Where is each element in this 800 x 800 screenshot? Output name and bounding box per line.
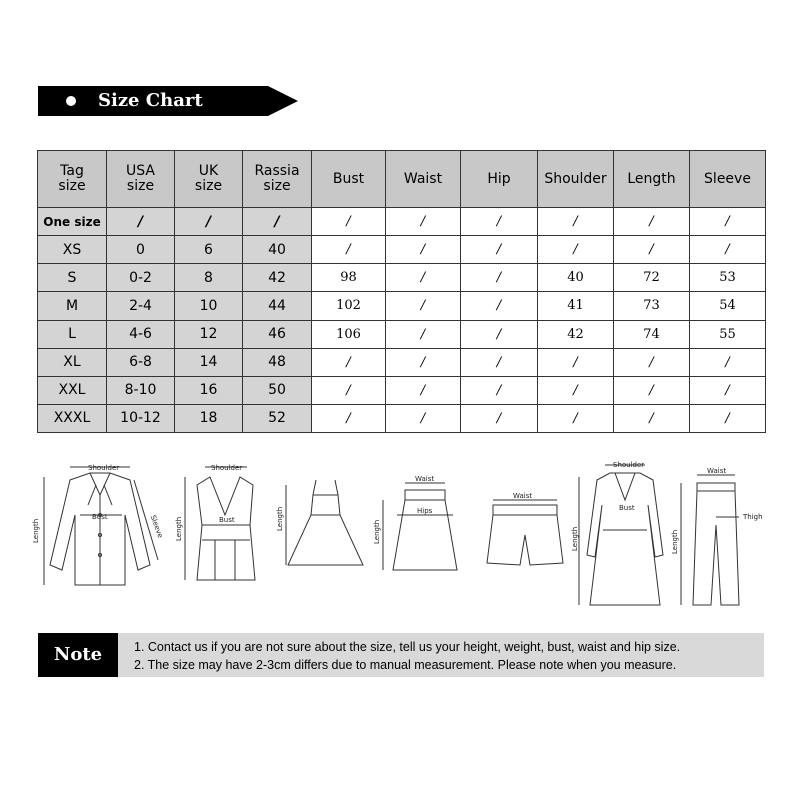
table-cell: / bbox=[614, 348, 690, 376]
table-body bbox=[38, 208, 766, 433]
blouse-shoulder-label: Shoulder bbox=[88, 464, 120, 472]
size-table bbox=[37, 150, 766, 433]
table-cell: / bbox=[461, 320, 538, 348]
coat-bust-label: Bust bbox=[619, 504, 635, 512]
table-header-row bbox=[38, 151, 766, 208]
table-cell: / bbox=[538, 208, 614, 236]
table-cell: 10-12 bbox=[107, 404, 175, 432]
table-cell: 14 bbox=[175, 348, 243, 376]
table-cell: XXL bbox=[38, 376, 107, 404]
header-text: size bbox=[263, 178, 291, 194]
page-title: Size Chart bbox=[98, 90, 203, 111]
table-cell: 54 bbox=[690, 292, 766, 320]
table-row bbox=[38, 348, 766, 376]
header-text: Length bbox=[627, 170, 676, 187]
table-row bbox=[38, 404, 766, 432]
header-cell bbox=[38, 151, 107, 208]
table-cell: / bbox=[386, 208, 461, 236]
table-cell: 8 bbox=[175, 264, 243, 292]
blouse-illustration bbox=[30, 455, 170, 615]
header-cell bbox=[243, 151, 312, 208]
header-cell bbox=[175, 151, 243, 208]
tank-illustration bbox=[175, 455, 275, 615]
table-cell: / bbox=[461, 264, 538, 292]
table-cell: 8-10 bbox=[107, 376, 175, 404]
skirt-waist-label: Waist bbox=[415, 475, 435, 483]
table-cell: / bbox=[461, 348, 538, 376]
table-cell: 48 bbox=[243, 348, 312, 376]
table-row bbox=[38, 236, 766, 264]
table-cell: / bbox=[538, 348, 614, 376]
table-cell: / bbox=[461, 376, 538, 404]
table-cell: / bbox=[175, 208, 243, 236]
table-cell: / bbox=[461, 208, 538, 236]
table-cell: / bbox=[538, 376, 614, 404]
table-cell: / bbox=[690, 236, 766, 264]
header-cell bbox=[690, 151, 766, 208]
table-cell: M bbox=[38, 292, 107, 320]
table-cell: L bbox=[38, 320, 107, 348]
table-row bbox=[38, 264, 766, 292]
table-cell: / bbox=[107, 208, 175, 236]
header-text: size bbox=[126, 178, 155, 194]
table-cell: 6 bbox=[175, 236, 243, 264]
table-cell: 16 bbox=[175, 376, 243, 404]
header-text: UK bbox=[198, 163, 219, 179]
table-cell: / bbox=[386, 236, 461, 264]
pants-waist-label: Waist bbox=[707, 467, 727, 475]
shorts-waist-label: Waist bbox=[513, 492, 533, 500]
shorts-illustration bbox=[475, 455, 575, 615]
table-cell: / bbox=[614, 376, 690, 404]
table-cell: / bbox=[312, 404, 386, 432]
table-cell: / bbox=[690, 348, 766, 376]
header-text: Rassia bbox=[254, 163, 300, 179]
header-cell bbox=[614, 151, 690, 208]
table-cell: / bbox=[312, 208, 386, 236]
table-cell: 6-8 bbox=[107, 348, 175, 376]
table-cell: XS bbox=[38, 236, 107, 264]
dress-illustration bbox=[278, 455, 373, 615]
table-cell: 40 bbox=[538, 264, 614, 292]
table-cell: / bbox=[690, 208, 766, 236]
table-cell: / bbox=[386, 404, 461, 432]
table-cell: 42 bbox=[243, 264, 312, 292]
table-cell: 73 bbox=[614, 292, 690, 320]
table-cell: / bbox=[461, 236, 538, 264]
header-cell bbox=[107, 151, 175, 208]
table-cell: 2-4 bbox=[107, 292, 175, 320]
table-cell: / bbox=[538, 236, 614, 264]
table-cell: XXXL bbox=[38, 404, 107, 432]
table-cell: / bbox=[386, 376, 461, 404]
table-cell: / bbox=[312, 348, 386, 376]
blouse-length-label: Length bbox=[32, 518, 40, 543]
header-cell bbox=[312, 151, 386, 208]
table-cell: / bbox=[614, 208, 690, 236]
header-text: Hip bbox=[487, 170, 511, 187]
pants-illustration bbox=[671, 455, 770, 615]
note-label: Note bbox=[53, 644, 103, 665]
skirt-length-label: Length bbox=[373, 519, 381, 544]
header-cell bbox=[386, 151, 461, 208]
table-cell: 42 bbox=[538, 320, 614, 348]
coat-shoulder-label: Shoulder bbox=[613, 461, 645, 469]
note-line-1: 1. Contact us if you are not sure about the size, tell us your height, weight, bust, waist and hip size. bbox=[134, 640, 681, 654]
table-cell: / bbox=[386, 292, 461, 320]
pants-thigh-label: Thigh bbox=[743, 513, 763, 521]
header-text: size bbox=[194, 178, 223, 194]
skirt-hips-label: Hips bbox=[417, 507, 433, 515]
header-text: USA bbox=[126, 163, 155, 179]
table-cell: 53 bbox=[690, 264, 766, 292]
tank-shoulder-label: Shoulder bbox=[211, 464, 243, 472]
dress-length-label: Length bbox=[276, 506, 284, 531]
table-cell: / bbox=[614, 404, 690, 432]
header-text: Waist bbox=[403, 170, 443, 187]
tank-bust-label: Bust bbox=[219, 516, 235, 524]
pants-length-label: Length bbox=[671, 529, 679, 554]
note-line-2: 2. The size may have 2-3cm differs due to manual measurement. Please note when you measure. bbox=[134, 658, 677, 672]
table-cell: 41 bbox=[538, 292, 614, 320]
table-cell: / bbox=[538, 404, 614, 432]
table-cell: 12 bbox=[175, 320, 243, 348]
table-cell: / bbox=[312, 236, 386, 264]
bullet-dot bbox=[66, 96, 76, 106]
table-cell: / bbox=[461, 404, 538, 432]
table-cell: / bbox=[461, 292, 538, 320]
tank-length-label: Length bbox=[175, 516, 183, 541]
table-cell: 50 bbox=[243, 376, 312, 404]
skirt-illustration bbox=[375, 455, 470, 615]
table-cell: 0-2 bbox=[107, 264, 175, 292]
table-cell: 18 bbox=[175, 404, 243, 432]
table-cell: 0 bbox=[107, 236, 175, 264]
table-row bbox=[38, 320, 766, 348]
table-cell: 74 bbox=[614, 320, 690, 348]
table-cell: / bbox=[690, 404, 766, 432]
table-cell: / bbox=[386, 264, 461, 292]
table-cell: / bbox=[386, 348, 461, 376]
table-cell: 40 bbox=[243, 236, 312, 264]
table-cell: 46 bbox=[243, 320, 312, 348]
table-row bbox=[38, 208, 766, 236]
table-cell: 44 bbox=[243, 292, 312, 320]
table-cell: 102 bbox=[312, 292, 386, 320]
table-cell: 52 bbox=[243, 404, 312, 432]
table-row bbox=[38, 376, 766, 404]
table-cell: One size bbox=[38, 208, 107, 236]
table-cell: / bbox=[386, 320, 461, 348]
table-cell: 72 bbox=[614, 264, 690, 292]
header-text: Sleeve bbox=[704, 170, 751, 187]
blouse-sleeve-label: Sleeve bbox=[148, 514, 165, 539]
coat-illustration bbox=[571, 455, 675, 615]
table-cell: 106 bbox=[312, 320, 386, 348]
coat-length-label: Length bbox=[571, 526, 579, 551]
table-cell: 4-6 bbox=[107, 320, 175, 348]
table-cell: XL bbox=[38, 348, 107, 376]
table-cell: / bbox=[243, 208, 312, 236]
table-cell: / bbox=[690, 376, 766, 404]
table-cell: / bbox=[312, 376, 386, 404]
header-text: Bust bbox=[332, 170, 365, 187]
table-cell: 55 bbox=[690, 320, 766, 348]
blouse-bust-label: Bust bbox=[92, 513, 108, 521]
table-row bbox=[38, 292, 766, 320]
table-cell: 98 bbox=[312, 264, 386, 292]
header-text: Tag bbox=[60, 163, 84, 179]
header-cell bbox=[461, 151, 538, 208]
header-cell bbox=[538, 151, 614, 208]
table-cell: S bbox=[38, 264, 107, 292]
header-text: Shoulder bbox=[544, 170, 607, 187]
garment-illustrations bbox=[30, 455, 775, 620]
table-cell: 10 bbox=[175, 292, 243, 320]
header-text: size bbox=[58, 178, 86, 194]
table-cell: / bbox=[614, 236, 690, 264]
